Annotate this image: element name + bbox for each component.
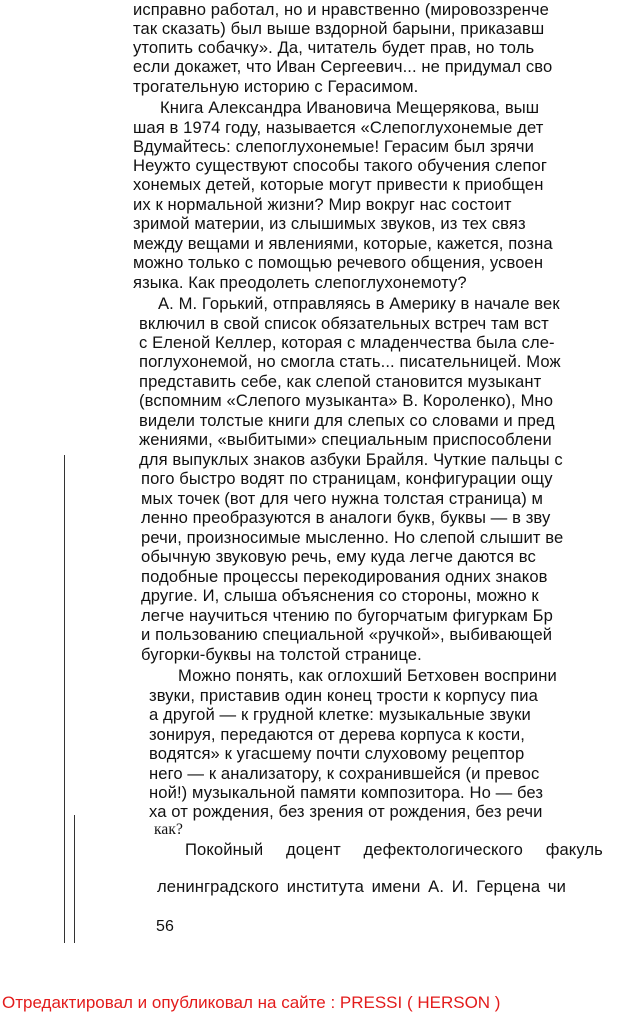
text-line: него — к анализатору, к сохранившейся (и превос [149, 764, 540, 783]
text-line: и пользованию специальной «ручкой», выбивающей [141, 625, 553, 644]
text-line: представить себе, как слепой становится музыкант [139, 372, 542, 391]
text-line: зримой материи, из слышимых звуков, из тех связ [133, 214, 526, 233]
text-line: бугорки-буквы на толстой странице. [141, 645, 422, 664]
text-line: Неужто существуют способы такого обучения слепог [133, 156, 548, 175]
text-line: звуки, приставив один конец трости к корпусу пиа [149, 686, 538, 705]
text-line: хонемых детей, которые могут привести к приобщен [133, 175, 544, 194]
text-line: (вспомним «Слепого музыканта» В. Короленко), Мно [139, 391, 554, 410]
text-line: Можно понять, как оглохший Бетховен восприни [178, 666, 557, 685]
text-line: видели толстые книги для слепых со словами и пред [139, 411, 555, 430]
text-line: исправно работал, но и нравственно (мировоззренче [133, 0, 550, 19]
text-line: легче научиться чтению по бугорчатым фигуркам Бр [141, 606, 553, 625]
text-line: пого быстро водят по страницам, конфигурации ощу [141, 469, 553, 488]
text-line: можно только с помощью речевого общения, усвоен [133, 253, 544, 272]
text-line: а другой — к грудной клетке: музыкальные звуки [149, 705, 531, 724]
text-line: ха от рождения, без зрения от рождения, без речи [149, 802, 543, 821]
text-line: водятся» к угасшему почти слуховому рецептор [149, 744, 525, 763]
text-line: обычную звуковую речь, ему куда легче даются вс [141, 547, 536, 566]
text-line: ной!) музыкальной памяти композитора. Но — без [149, 783, 544, 802]
footer-credit: Отредактировал и опубликовал на сайте : PRESSI ( HERSON ) [2, 993, 501, 1012]
text-line: зонируя, передаются от дерева корпуса к кости, [149, 725, 526, 744]
text-line: шая в 1974 году, называется «Слепоглухонемые дет [133, 118, 544, 137]
text-line: жениями, «выбитыми» специальным приспособлени [139, 430, 552, 449]
text-line: как? [154, 821, 183, 838]
text-line: поглухонемой, но смогла стать... писательницей. Мож [139, 352, 561, 371]
text-line: Книга Александра Ивановича Мещерякова, выш [160, 98, 540, 117]
text-line: языка. Как преодолеть слепоглухонемоту? [133, 273, 467, 292]
margin-rule [64, 455, 65, 943]
text-line: их к нормальной жизни? Мир вокруг нас состоит [133, 195, 512, 214]
text-line: ленно преобразуются в аналоги букв, буквы — в зву [141, 508, 551, 527]
text-line: включил в свой список обязательных встреч там вст [139, 314, 549, 333]
text-line: между вещами и явлениями, которые, кажется, позна [133, 234, 553, 253]
text-line: А. М. Горький, отправляясь в Америку в начале век [158, 294, 560, 313]
page-number: 56 [156, 918, 174, 935]
text-line: если докажет, что Иван Сергеевич... не придумал сво [133, 57, 553, 76]
text-line: другие. И, слыша объяснения со стороны, можно к [141, 586, 539, 605]
text-line: Покойный доцент дефектологического факуль [185, 840, 603, 859]
text-line: трогательную историю с Герасимом. [133, 77, 419, 96]
text-line: речи, произносимые мысленно. Но слепой слышит ве [141, 528, 564, 547]
text-line: ленинградского института имени А. И. Герцена чи [157, 877, 567, 896]
text-line: подобные процессы перекодирования одних знаков [141, 567, 548, 586]
text-line: так сказать) был выше вздорной барыни, приказавш [133, 19, 545, 38]
margin-rule [74, 815, 75, 943]
text-line: утопить собачку». Да, читатель будет прав, но толь [133, 38, 535, 57]
text-line: Вдумайтесь: слепоглухонемые! Герасим был зрячи [133, 137, 535, 156]
text-line: для выпуклых знаков азбуки Брайля. Чуткие пальцы с [139, 450, 563, 469]
text-line: мых точек (вот для чего нужна толстая страница) м [141, 489, 544, 508]
text-line: с Еленой Келлер, которая с младенчества была сле- [139, 333, 555, 352]
